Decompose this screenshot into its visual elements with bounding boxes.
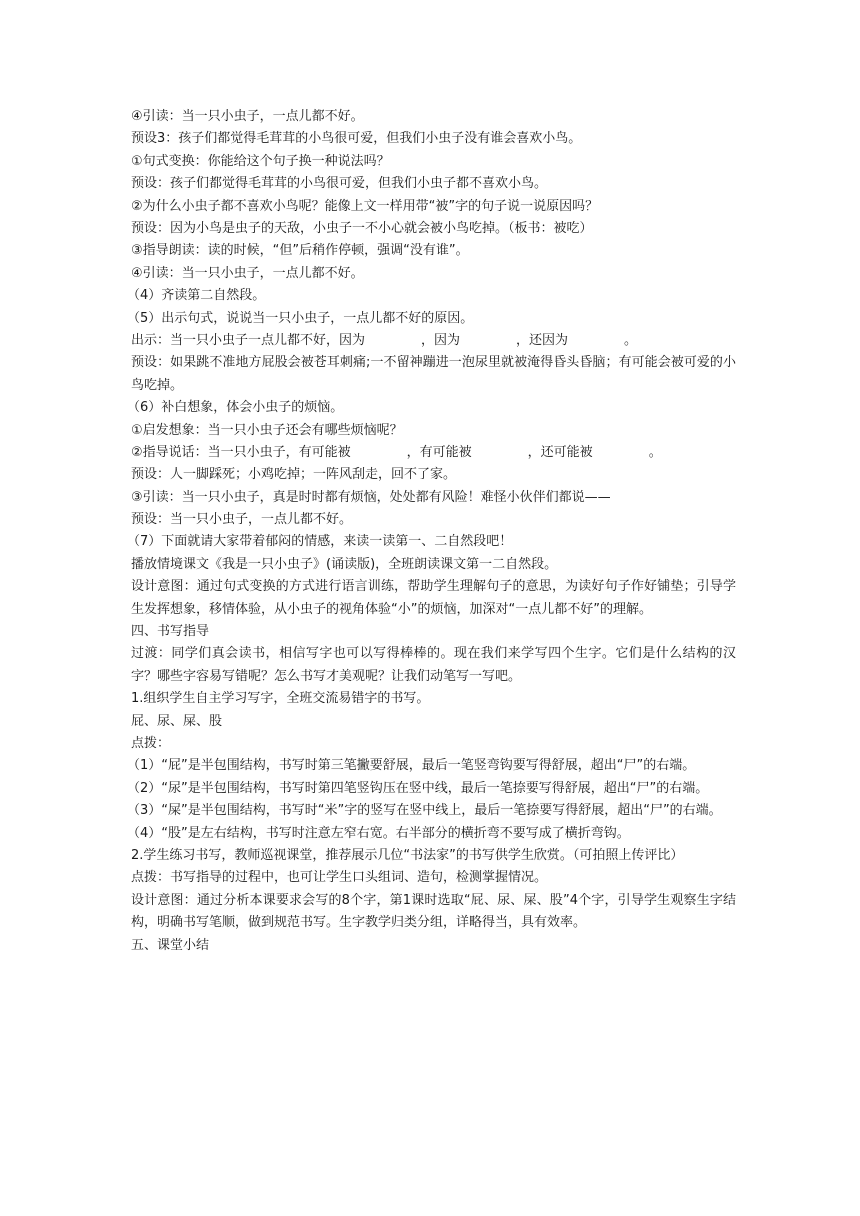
step-heading: 1.组织学生自主学习写字，全班交流易错字的书写。 bbox=[131, 691, 430, 707]
text-line: 预设：孩子们都觉得毛茸茸的小鸟很可爱，但我们小虫子都不喜欢小鸟。 bbox=[131, 176, 548, 192]
text-line: ③引读：当一只小虫子，真是时时都有烦恼，处处都有风险！难怪小伙伴们都说—— bbox=[131, 489, 611, 505]
text-line: 播放情境课文《我是一只小虫子》(诵读版)，全班朗读课文第一二自然段。 bbox=[131, 556, 558, 572]
step-paragraph: 2.学生练习书写，教师巡视课堂，推荐展示几位“书法家”的书写供学生欣赏。（可拍照上传评比） bbox=[131, 848, 684, 864]
tip-paragraph: （1）“屁”是半包围结构，书写时第三笔撇要舒展，最后一笔竖弯钩要写得舒展，超出“尸”的右端。 bbox=[127, 758, 696, 774]
text-line: ②为什么小虫子都不喜欢小鸟呢？能像上文一样用带“被”字的句子说一说原因吗？ bbox=[131, 198, 599, 214]
fill-text: 。 bbox=[648, 444, 662, 460]
section-heading: 五、课堂小结 bbox=[131, 937, 210, 953]
text-line: （4）齐读第二自然段。 bbox=[127, 288, 266, 304]
text-line: ①句式变换：你能给这个句子换一种说法吗？ bbox=[131, 153, 390, 169]
text-line: 预设：因为小鸟是虫子的天敌，小虫子一不小心就会被小鸟吃掉。（板书：被吃） bbox=[131, 220, 593, 236]
fill-text: 出示：当一只小虫子一点儿都不好，因为 bbox=[131, 332, 366, 348]
design-intent-paragraph: 设计意图：通过句式变换的方式进行语言训练，帮助学生理解句子的意思，为读好句子作好铺垫；引导学生发挥想象，移情体验，从小虫子的视角体验“小”的烦恼，加深对“一点儿都不好”的理解。 bbox=[131, 579, 736, 617]
document-page bbox=[127, 106, 736, 957]
text-line: 预设3：孩子们都觉得毛茸茸的小鸟很可爱，但我们小虫子没有谁会喜欢小鸟。 bbox=[131, 131, 582, 147]
fill-text: ，还可能被 bbox=[527, 444, 593, 460]
text-line: （5）出示句式，说说当一只小虫子，一点儿都不好的原因。 bbox=[127, 310, 474, 326]
text-line: ④引读：当一只小虫子，一点儿都不好。 bbox=[131, 265, 364, 281]
fill-in-sentence bbox=[131, 330, 736, 352]
text-line: ④引读：当一只小虫子，一点儿都不好。 bbox=[131, 109, 364, 124]
text-line: （7）下面就请大家带着郁闷的情感，来读一读第一、二自然段吧！ bbox=[127, 534, 513, 550]
text-line: 预设：当一只小虫子，一点儿都不好。 bbox=[131, 512, 353, 528]
text-line: （6）补白想象，体会小虫子的烦恼。 bbox=[127, 400, 344, 416]
fill-text: ，因为 bbox=[421, 332, 461, 348]
tip-paragraph: （4）“股”是左右结构，书写时注意左窄右宽。右半部分的横折弯不要写成了横折弯钩。 bbox=[127, 825, 630, 841]
fill-text: 。 bbox=[624, 332, 638, 348]
paragraph: 预设：如果跳不准地方屁股会被苍耳刺痛;一不留神蹦进一泡尿里就被淹得昏头昏脑；有可能会被可爱的小鸟吃掉。 bbox=[131, 355, 736, 393]
tip-label: 点拨： bbox=[131, 736, 171, 752]
fill-text: ②指导说话：当一只小虫子，有可能被 bbox=[131, 444, 351, 460]
design-intent-paragraph: 设计意图：通过分析本课要求会写的8个字，第1课时选取“屁、尿、屎、股”4个字，引导学生观察生字结构，明确书写笔顺，做到规范书写。生字教学归类分组，详略得当，具有效率。 bbox=[131, 892, 736, 931]
tip-paragraph: （2）“尿”是半包围结构，书写时第四笔竖钩压在竖中线，最后一笔捺要写得舒展，超出“尸”的右端。 bbox=[127, 780, 709, 796]
characters-list: 屁、尿、屎、股 bbox=[131, 713, 223, 729]
text-line: ③指导朗读：读的时候，“但”后稍作停顿，强调“没有谁”。 bbox=[131, 243, 469, 259]
text-line: 点拨：书写指导的过程中，也可让学生口头组词、造句，检测掌握情况。 bbox=[131, 870, 548, 886]
fill-text: ，有可能被 bbox=[406, 444, 472, 460]
text-line: 预设：人一脚踩死；小鸡吃掉；一阵风刮走，回不了家。 bbox=[131, 467, 457, 483]
fill-text: ，还因为 bbox=[516, 332, 569, 348]
tip-paragraph: （3）“屎”是半包围结构，书写时“米”字的竖写在竖中线上，最后一笔捺要写得舒展，超出“尸”的右端。 bbox=[127, 803, 722, 819]
text-line: ①启发想象：当一只小虫子还会有哪些烦恼呢？ bbox=[131, 422, 403, 438]
fill-in-sentence bbox=[131, 442, 736, 464]
section-heading: 四、书写指导 bbox=[131, 624, 210, 640]
transition-paragraph: 过渡：同学们真会读书，相信写字也可以写得棒棒的。现在我们来学写四个生字。它们是什么结构的汉字？哪些字容易写错呢？怎么书写才美观呢？让我们动笔写一写吧。 bbox=[131, 646, 736, 684]
